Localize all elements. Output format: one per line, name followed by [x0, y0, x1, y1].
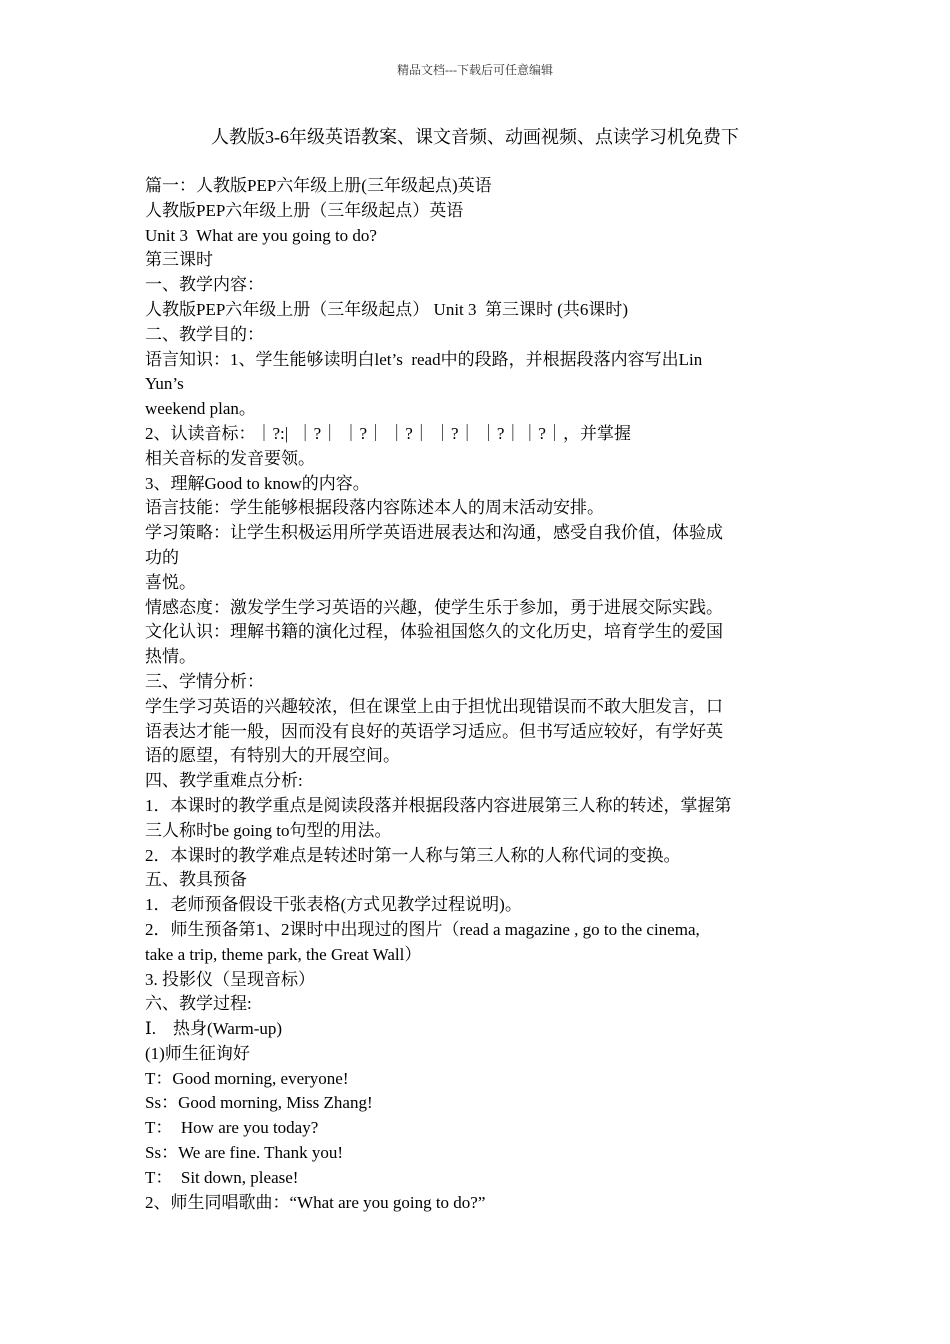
text-line: 功的 — [145, 547, 179, 567]
text-line: 二、教学目的： — [145, 324, 264, 344]
text-line: 2．师生预备第1、2课时中出现过的图片（read a magazine , go to the cinema, — [145, 919, 700, 939]
text-line: 3、理解Good to know的内容。 — [145, 473, 370, 493]
text-line: Yun’s — [145, 374, 184, 394]
text-line: T： How are you today? — [145, 1118, 319, 1138]
text-line: 语言技能：学生能够根据段落内容陈述本人的周末活动安排。 — [145, 498, 604, 518]
text-line: 文化认识：理解书籍的演化过程，体验祖国悠久的文化历史，培育学生的爱国 — [145, 622, 723, 642]
text-line: 三、学情分析： — [145, 671, 264, 691]
text-line: 热情。 — [145, 647, 196, 667]
text-line: 相关音标的发音要领。 — [145, 448, 315, 468]
text-line: Ss：Good morning, Miss Zhang! — [145, 1093, 373, 1113]
document-body — [145, 174, 810, 1215]
text-line: 四、教学重难点分析: — [145, 771, 303, 791]
text-line: 2、师生同唱歌曲：“What are you going to do?” — [145, 1192, 486, 1212]
text-line: 语表达才能一般，因而没有良好的英语学习适应。但书写适应较好，有学好英 — [145, 721, 723, 741]
text-line: 第三课时 — [145, 250, 213, 270]
text-line: 喜悦。 — [145, 572, 196, 592]
text-line: take a trip, theme park, the Great Wall） — [145, 944, 422, 964]
text-line: 五、教具预备 — [145, 870, 247, 890]
text-line: 语言知识：1、学生能够读明白let’s read中的段路，并根据段落内容写出Lin — [145, 349, 703, 369]
text-line: 学生学习英语的兴趣较浓，但在课堂上由于担忧出现错误而不敢大胆发言，口 — [145, 696, 723, 716]
text-line: T：Good morning, everyone! — [145, 1068, 349, 1088]
text-line: 1．老师预备假设干张表格(方式见教学过程说明)。 — [145, 895, 522, 915]
text-line: T： Sit down, please! — [145, 1167, 299, 1187]
text-line: 一、教学内容： — [145, 275, 264, 295]
text-line: 六、教学过程: — [145, 994, 252, 1014]
text-line: Ⅰ. 热身(Warm-up) — [145, 1019, 283, 1039]
text-line: Unit 3 What are you going to do? — [145, 225, 377, 245]
text-line: 三人称时be going to句型的用法。 — [145, 820, 392, 840]
text-line: Ss：We are fine. Thank you! — [145, 1143, 344, 1163]
text-line: weekend plan。 — [145, 399, 256, 419]
text-line: 学习策略：让学生积极运用所学英语进展表达和沟通，感受自我价值，体验成 — [145, 523, 723, 543]
text-line: 人教版PEP六年级上册（三年级起点）英语 — [145, 200, 464, 220]
text-line: (1)师生征询好 — [145, 1043, 250, 1063]
text-line: 3. 投影仪（呈现音标） — [145, 969, 315, 989]
text-line: 2、认读音标：｜?:| ｜?｜ ｜?｜ ｜?｜ ｜?｜ ｜?｜｜?｜，并掌握 — [145, 423, 631, 443]
page-header: 精品文档---下载后可任意编辑 — [397, 63, 553, 77]
text-line: 篇一：人教版PEP六年级上册(三年级起点)英语 — [145, 176, 492, 195]
text-line: 情感态度：激发学生学习英语的兴趣，使学生乐于参加，勇于进展交际实践。 — [145, 597, 723, 617]
document-title: 人教版3-6年级英语教案、课文音频、动画视频、点读学习机免费下 — [211, 127, 739, 147]
text-line: 人教版PEP六年级上册（三年级起点） Unit 3 第三课时 (共6课时) — [145, 299, 629, 319]
text-line: 语的愿望，有特别大的开展空间。 — [145, 746, 400, 766]
text-line: 2．本课时的教学难点是转述时第一人称与第三人称的人称代词的变换。 — [145, 845, 681, 865]
text-line: 1．本课时的教学重点是阅读段落并根据段落内容进展第三人称的转述，掌握第 — [145, 795, 732, 815]
